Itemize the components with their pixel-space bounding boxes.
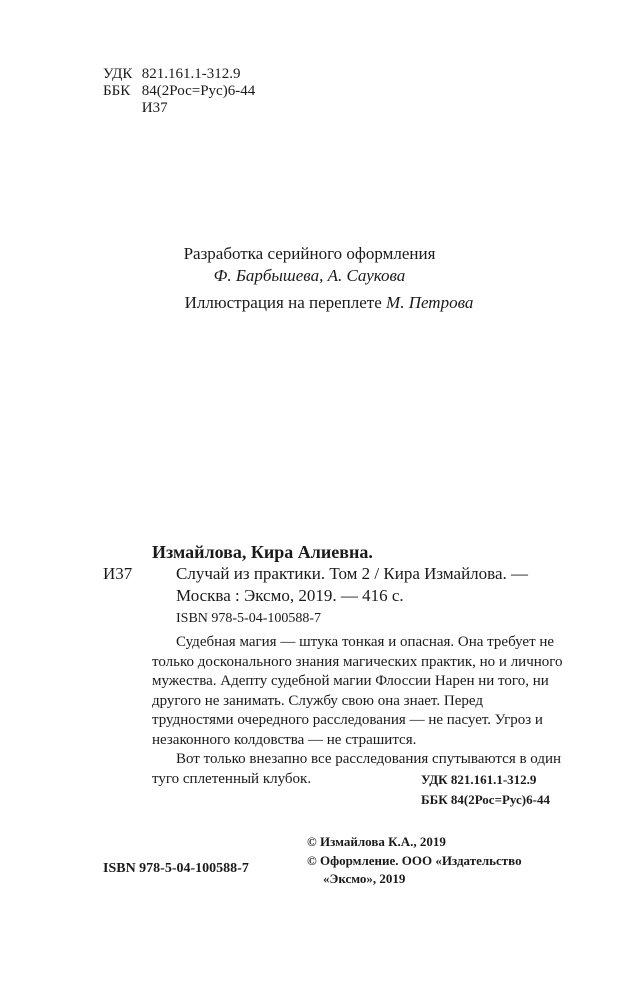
- copyright-block: [307, 833, 522, 889]
- illustration-artist: М. Петрова: [386, 293, 474, 312]
- author-mark-row: [103, 100, 255, 117]
- catalog-author-heading: Измайлова, Кира Алиевна.: [152, 542, 373, 562]
- biblio-line-title: Случай из практики. Том 2 / Кира Измайлова. —: [176, 564, 529, 583]
- classification-codes-top: [103, 66, 255, 117]
- isbn-bold: ISBN 978-5-04-100588-7: [103, 861, 249, 876]
- udk-bottom: УДК 821.161.1-312.9: [421, 772, 537, 787]
- author-mark-top: И37: [141, 100, 168, 116]
- annotation: [152, 633, 568, 789]
- bbk-row: [103, 83, 255, 100]
- series-design-block: [0, 243, 619, 287]
- annotation-paragraph-1: Судебная магия — штука тонкая и опасная. Она требует не только досконального знания магических практик, но и личного мужества. Адепту судебной магии Флоссии Нарен ни того, ни другого не занимать. Службу свою она знает. Перед трудностями очередного расследования — не пасует. Угроз и незаконного колдовства — не страшится.: [152, 634, 563, 748]
- udk-label: УДК: [103, 66, 133, 82]
- copyright-author: © Измайлова К.А., 2019: [307, 834, 446, 849]
- series-design-credits: Ф. Барбышева, А. Саукова: [213, 266, 406, 285]
- catalog-bibliographic-record: [176, 563, 528, 607]
- biblio-line-publisher: Москва : Эксмо, 2019. — 416 с.: [176, 586, 404, 605]
- copyright-publisher: «Эксмо», 2019: [323, 871, 406, 886]
- cover-illustration-credit: [0, 292, 619, 314]
- catalog-author-mark: И37: [103, 564, 133, 583]
- classification-codes-bottom: [421, 770, 550, 810]
- bbk-value: 84(2Рос=Рус)6-44: [141, 83, 256, 99]
- catalog-isbn: ISBN 978-5-04-100588-7: [176, 611, 322, 626]
- annotation-paragraph-2: Вот только внезапно все расследования спутываются в один туго сплетенный клубок.: [152, 751, 562, 787]
- illustration-label: Иллюстрация на переплете: [184, 293, 382, 312]
- copyright-design: © Оформление. ООО «Издательство: [307, 852, 522, 868]
- udk-value: 821.161.1-312.9: [141, 66, 241, 82]
- udk-row: [103, 66, 255, 83]
- bbk-bottom: ББК 84(2Рос=Рус)6-44: [421, 792, 550, 807]
- series-design-title: Разработка серийного оформления: [183, 244, 436, 263]
- bbk-label: ББК: [103, 83, 131, 99]
